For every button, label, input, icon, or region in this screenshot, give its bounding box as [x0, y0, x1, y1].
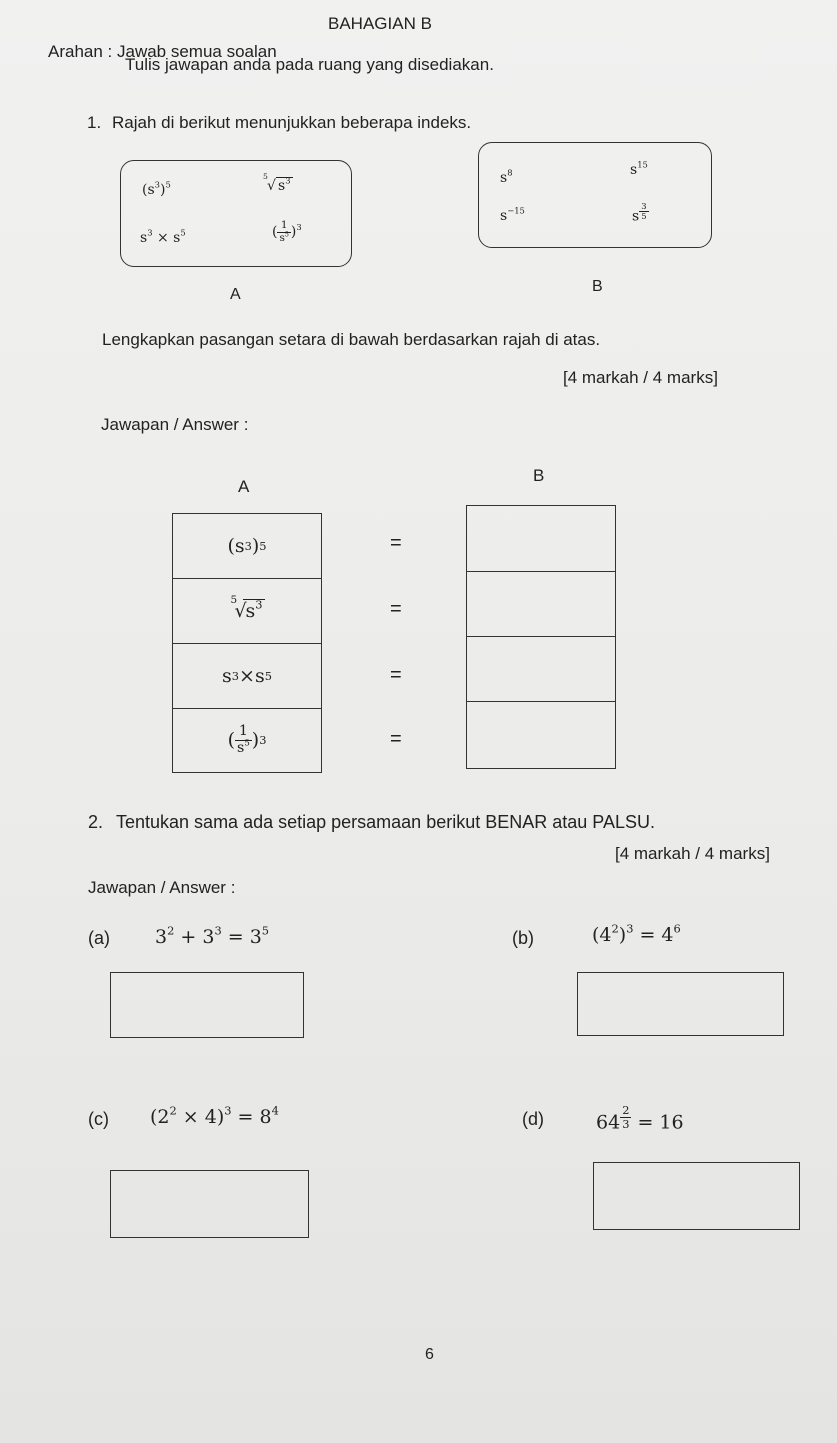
- set-a-product: $s^3 \times s^5$: [140, 227, 186, 246]
- q2c-answer-box[interactable]: [110, 1170, 309, 1238]
- set-a-fraction-power: ( $\frac{1}{s^5}$ )$^3$: [272, 219, 302, 244]
- q2d-label: (d): [522, 1109, 544, 1129]
- table-b-answer-cell[interactable]: [467, 506, 615, 572]
- q2c-equation: $(2^2 \times 4)^3 = 8^4$: [150, 1103, 279, 1128]
- answer-table-a: [172, 513, 322, 773]
- q2a-label: (a): [88, 928, 110, 948]
- q1-marks: [4 markah / 4 marks]: [563, 368, 718, 387]
- q2-marks: [4 markah / 4 marks]: [615, 844, 770, 863]
- table-b-answer-cell[interactable]: [467, 702, 615, 767]
- q2a-equation: $3^2 + 3^3 = 3^5$: [155, 923, 270, 948]
- section-title: BAHAGIAN B: [328, 14, 432, 33]
- table-a-row-product: s 3 × s 5: [173, 644, 321, 709]
- instruction-line-2: Tulis jawapan anda pada ruang yang disediakan.: [125, 55, 494, 74]
- table-a-row-power: (s 3 ) 5: [173, 514, 321, 579]
- set-a-power: $(s^3)^5$: [142, 179, 171, 198]
- q2a-answer-box[interactable]: [110, 972, 304, 1038]
- equals-sign: =: [390, 598, 402, 620]
- table-b-answer-cell[interactable]: [467, 637, 615, 702]
- set-b-s-3-5: s $^{\frac{3}{5}}$: [632, 201, 647, 225]
- answer-column-b-label: B: [533, 466, 545, 485]
- set-b-s8: $s^8$: [500, 167, 513, 186]
- set-b-s15: $s^{15}$: [630, 159, 648, 178]
- page-number: 6: [425, 1346, 434, 1363]
- equals-sign: =: [390, 728, 402, 750]
- table-b-answer-cell[interactable]: [467, 572, 615, 637]
- q1-answer-label: Jawapan / Answer :: [101, 415, 249, 434]
- table-a-row-root: 5 √ $s^3$: [173, 579, 321, 644]
- instruction-line-1: Arahan : Jawab semua soalan: [48, 42, 277, 61]
- equals-sign: =: [390, 664, 402, 686]
- q2d-equation: 64 $^{\frac{2}{3}}$ = 16: [596, 1103, 684, 1134]
- diagram-label-b: B: [592, 278, 603, 295]
- q2-answer-label: Jawapan / Answer :: [88, 878, 236, 897]
- q2-prompt: Tentukan sama ada setiap persamaan berikut BENAR atau PALSU.: [116, 812, 655, 832]
- diagram-label-a: A: [230, 286, 241, 303]
- q1-instruction: Lengkapkan pasangan setara di bawah berdasarkan rajah di atas.: [102, 330, 601, 349]
- q1-prompt: Rajah di berikut menunjukkan beberapa indeks.: [112, 113, 472, 132]
- answer-column-a-label: A: [238, 477, 250, 496]
- diagram-set-b: [478, 142, 712, 248]
- table-a-row-fraction: ( $\frac{1}{s^5}$ ) 3: [227, 722, 267, 756]
- q1-number: 1.: [87, 113, 102, 132]
- set-a-root: 5 √ $s^3$: [263, 172, 291, 194]
- equals-sign: =: [390, 532, 402, 554]
- q2b-answer-box[interactable]: [577, 972, 784, 1036]
- q2b-equation: $(4^2)^3 = 4^6$: [592, 921, 681, 946]
- answer-table-b: [466, 505, 616, 769]
- diagram-set-a: [120, 160, 352, 267]
- set-b-s-neg15: $s^{-15}$: [500, 205, 525, 224]
- q2c-label: (c): [88, 1109, 109, 1129]
- q2d-answer-box[interactable]: [593, 1162, 800, 1230]
- q2b-label: (b): [512, 928, 534, 948]
- q2-number: 2.: [88, 812, 104, 832]
